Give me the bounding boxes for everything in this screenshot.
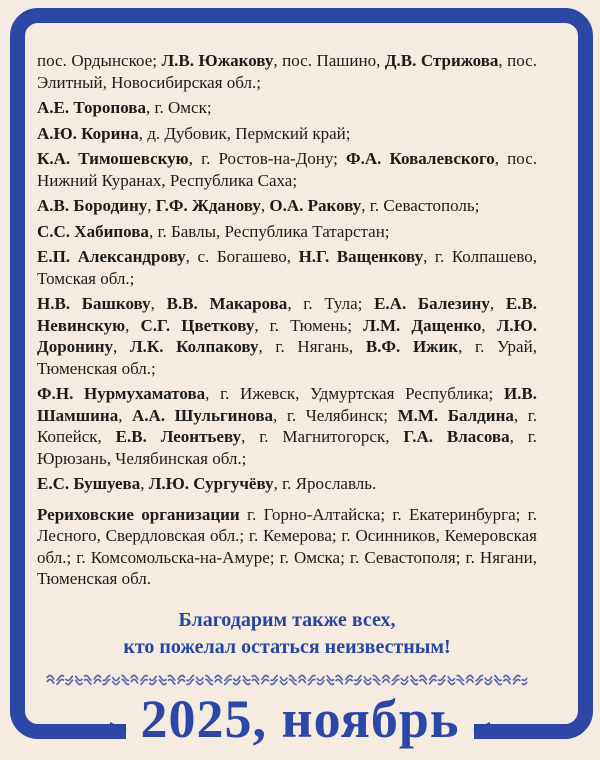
person-name: Н.В. Башкову bbox=[37, 294, 151, 313]
thanks-note-wrap bbox=[37, 592, 537, 687]
text-run: , bbox=[260, 196, 270, 215]
person-name: Ф.Н. Нурмухаматова bbox=[37, 384, 206, 403]
text-run: г. Горно-Алтайска; г. Екатеринбурга; г. Лесного, Свердловская обл.; г. Кемерова; г. Осинников, Кемеровская обл.; г. Комсомольска-на-Амуре; г. Омска; г. Севастополя; г. Нягани, Тюменская обл. bbox=[37, 504, 537, 588]
text-run: , г. Ростов-на-Дону; bbox=[188, 149, 347, 168]
text-run: , bbox=[118, 405, 133, 425]
paragraph bbox=[37, 195, 537, 217]
paragraph bbox=[37, 504, 537, 590]
paragraph bbox=[37, 123, 537, 145]
text-run: , г. Магнитогорск, bbox=[241, 427, 404, 446]
text-run: , г. Юрюзань, Челябинская обл.; bbox=[37, 427, 537, 468]
person-name: Е.В. Невинскую bbox=[37, 294, 537, 335]
person-name: Е.А. Балезину bbox=[374, 294, 490, 313]
acknowledgements-text bbox=[37, 50, 537, 594]
person-name: Е.П. Александрову bbox=[37, 247, 186, 266]
person-name: Г.А. Власова bbox=[403, 427, 510, 446]
text-run: , bbox=[140, 474, 149, 493]
thanks-line-1: Благодарим также всех, bbox=[178, 609, 396, 631]
publication-date: 2025, ноябрь bbox=[140, 689, 460, 749]
paragraph bbox=[37, 473, 537, 495]
person-name: И.В. Шамшина bbox=[37, 384, 537, 425]
text-run: , г. Челябинск; bbox=[273, 405, 398, 425]
text-run: , пос. Нижний Куранах, Республика Саха; bbox=[37, 149, 537, 190]
text-run: , г. Тюмень; bbox=[254, 315, 364, 335]
text-run: , г. Урай, Тюменская обл.; bbox=[37, 337, 537, 378]
paragraph bbox=[37, 50, 537, 93]
text-run: , г. Ярославль. bbox=[273, 474, 377, 493]
person-name: О.А. Ракову bbox=[269, 196, 362, 215]
paragraph bbox=[37, 383, 537, 469]
wave-path-bottom bbox=[47, 680, 527, 685]
text-run: , г. Нягань, bbox=[258, 337, 366, 356]
text-run: , bbox=[150, 294, 167, 313]
person-name: В.В. Макарова bbox=[166, 294, 288, 313]
person-name: Рериховские организации bbox=[37, 504, 240, 524]
text-run: , г. Копейск, bbox=[37, 405, 538, 446]
person-name: С.С. Хабипова bbox=[37, 221, 149, 241]
person-name: Г.Ф. Жданову bbox=[155, 196, 261, 215]
text-run: , bbox=[113, 337, 130, 356]
person-name: Л.В. Южакову bbox=[161, 51, 274, 70]
person-name: А.Е. Торопова bbox=[37, 98, 146, 117]
paragraph bbox=[37, 97, 537, 119]
person-name: Е.С. Бушуева bbox=[37, 474, 141, 493]
thanks-note bbox=[37, 607, 537, 661]
person-name: А.Ю. Корина bbox=[37, 123, 139, 143]
wave-divider-ornament bbox=[46, 673, 528, 687]
person-name: Л.М. Дащенко bbox=[363, 315, 482, 335]
paragraph bbox=[37, 246, 537, 289]
person-name: В.Ф. Ижик bbox=[365, 337, 459, 356]
text-run: , г. Колпашево, Томская обл.; bbox=[37, 247, 538, 288]
text-run: , пос. Пашино, bbox=[273, 51, 385, 70]
person-name: А.В. Бородину bbox=[37, 196, 148, 215]
person-name: К.А. Тимошевскую bbox=[37, 149, 189, 168]
text-run: , bbox=[481, 315, 497, 335]
thanks-line-2: кто пожелал остаться неизвестным! bbox=[123, 636, 451, 658]
person-name: М.М. Балдина bbox=[397, 405, 514, 425]
person-name: Ф.А. Ковалевского bbox=[346, 149, 495, 168]
paragraph bbox=[37, 221, 537, 243]
person-name: Н.Г. Ващенкову bbox=[298, 247, 424, 266]
paragraph bbox=[37, 293, 537, 379]
text-run: , г. Омск; bbox=[145, 98, 212, 117]
person-name: Л.К. Колпакову bbox=[129, 337, 259, 356]
text-run: , г. Тула; bbox=[287, 294, 375, 313]
text-run: , bbox=[489, 294, 506, 313]
text-run: , г. Севастополь; bbox=[361, 196, 480, 215]
text-run: , с. Богашево, bbox=[185, 247, 299, 266]
text-run: , bbox=[147, 196, 156, 215]
person-name: Е.В. Леонтьеву bbox=[115, 427, 242, 446]
person-name: Л.Ю. Доронину bbox=[37, 315, 538, 356]
person-name: Л.Ю. Сургучёву bbox=[148, 474, 274, 493]
text-run: , пос. Элитный, Новосибирская обл.; bbox=[37, 51, 537, 92]
paragraph bbox=[37, 148, 537, 191]
text-run: , г. Бавлы, Республика Татарстан; bbox=[148, 221, 390, 241]
text-run: , bbox=[125, 315, 141, 335]
text-run: , г. Ижевск, Удмуртская Республика; bbox=[205, 384, 504, 403]
person-name: Д.В. Стрижова bbox=[384, 51, 499, 70]
person-name: А.А. Шульгинова bbox=[132, 405, 274, 425]
person-name: С.Г. Цветкову bbox=[140, 315, 255, 335]
wave-path-top bbox=[47, 676, 527, 681]
text-run: , д. Дубовик, Пермский край; bbox=[138, 123, 351, 143]
text-run: пос. Ордынское; bbox=[37, 51, 162, 70]
